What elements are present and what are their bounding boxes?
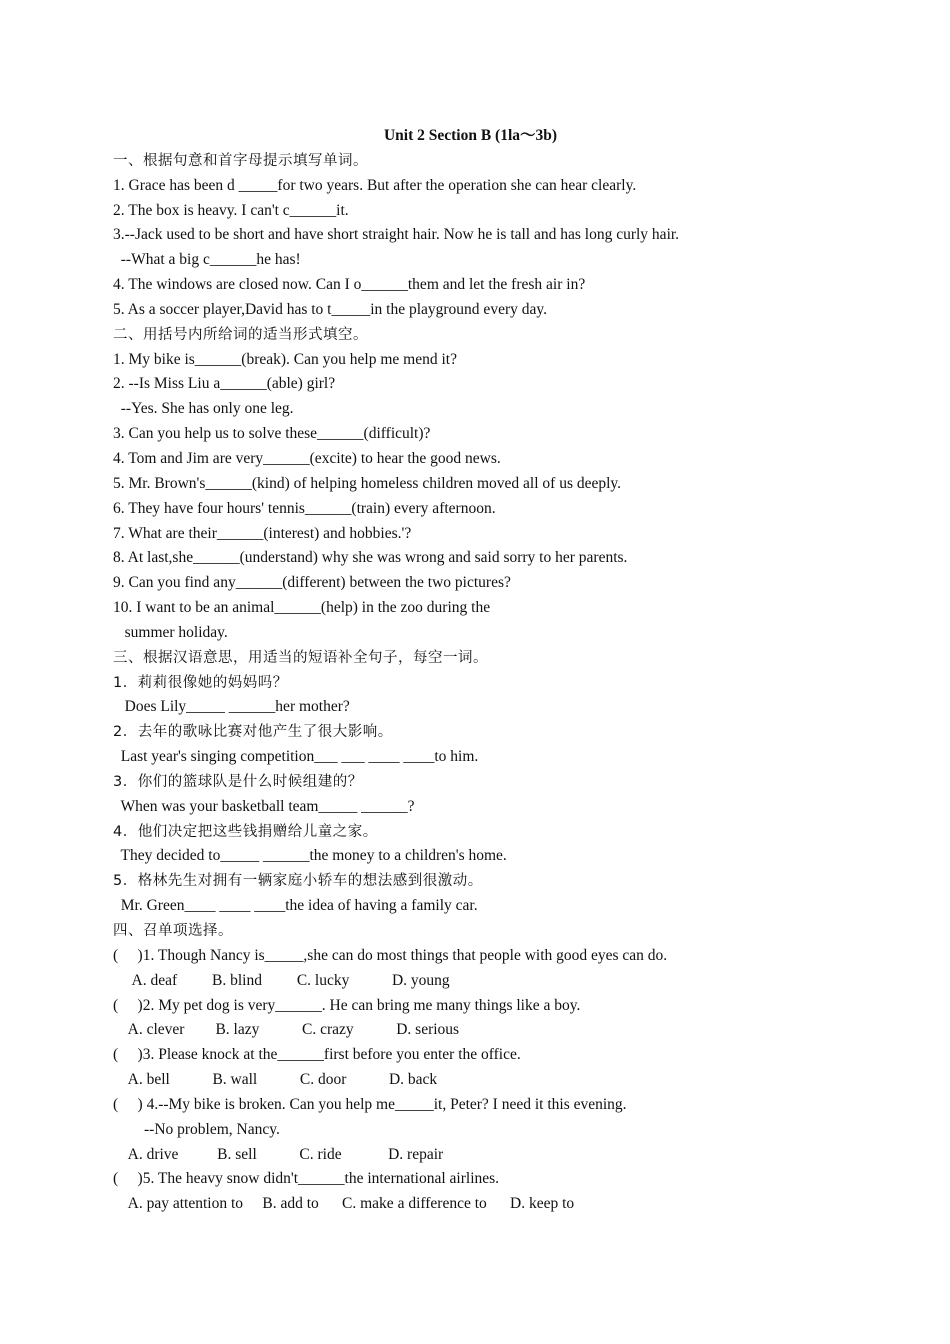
section-3-english-sentence: Mr. Green____ ____ ____the idea of having a family car. (113, 897, 478, 915)
mc-options: A. deaf B. blind C. lucky D. young (113, 971, 450, 989)
section-1-heading: 一、根据句意和首字母提示填写单词。 (113, 152, 368, 169)
mc-question: ( )2. My pet dog is very______. He can bring me many things like a boy. (113, 996, 581, 1014)
section-3-english-sentence: Does Lily_____ ______her mother? (113, 698, 350, 716)
section-1-line: 3.--Jack used to be short and have short straight hair. Now he is tall and has long curly hair. (113, 226, 680, 244)
section-1-line: --What a big c______he has! (113, 251, 301, 269)
section-2-line: 7. What are their______(interest) and hobbies.'? (113, 524, 412, 542)
section-1-line: 4. The windows are closed now. Can I o______them and let the fresh air in? (113, 276, 586, 294)
mc-question: ( )5. The heavy snow didn't______the international airlines. (113, 1170, 500, 1188)
section-2-line: 1. My bike is______(break). Can you help me mend it? (113, 350, 457, 368)
worksheet-page (113, 124, 853, 1217)
section-1-line: 1. Grace has been d _____for two years. But after the operation she can hear clearly. (113, 176, 637, 194)
section-2-line: 6. They have four hours' tennis______(train) every afternoon. (113, 499, 496, 517)
mc-question: ( )1. Though Nancy is_____,she can do most things that people with good eyes can do. (113, 946, 668, 964)
page-title: Unit 2 Section B (1la～3b) (383, 127, 558, 144)
section-2-line: 3. Can you help us to solve these______(difficult)? (113, 425, 431, 443)
section-2-line: 10. I want to be an animal______(help) in the zoo during the (113, 599, 491, 617)
section-2-line: summer holiday. (113, 623, 228, 641)
section-3-english-sentence: When was your basketball team_____ ______? (113, 797, 415, 815)
section-3-english-sentence: Last year's singing competition___ ___ ____ ____to him. (113, 748, 479, 766)
section-3-heading: 三、根据汉语意思，用适当的短语补全句子，每空一词。 (113, 649, 488, 666)
section-2-line: 9. Can you find any______(different) between the two pictures? (113, 574, 511, 592)
section-2-heading: 二、用括号内所给词的适当形式填空。 (113, 326, 368, 343)
section-2-line: 4. Tom and Jim are very______(excite) to hear the good news. (113, 449, 501, 467)
section-3-chinese-prompt: 3．你们的篮球队是什么时候组建的？ (113, 773, 363, 790)
section-4-heading: 四、召单项选择。 (113, 923, 233, 939)
mc-question: ( )3. Please knock at the______first before you enter the office. (113, 1046, 521, 1064)
section-3-english-sentence: They decided to_____ ______the money to a children's home. (113, 847, 507, 865)
section-1-line: 5. As a soccer player,David has to t_____in the playground every day. (113, 300, 547, 318)
section-3-chinese-prompt: 4．他们决定把这些钱捐赠给儿童之家。 (113, 823, 378, 840)
section-2-line: 8. At last,she______(understand) why she was wrong and said sorry to her parents. (113, 549, 628, 567)
mc-options: A. pay attention to B. add to C. make a difference to D. keep to (113, 1195, 575, 1213)
section-2-line: 5. Mr. Brown's______(kind) of helping homeless children moved all of us deeply. (113, 474, 622, 492)
section-3-chinese-prompt: 2．去年的歌咏比赛对他产生了很大影响。 (113, 724, 393, 741)
mc-options: A. bell B. wall C. door D. back (113, 1071, 438, 1089)
mc-question-dialogue: --No problem, Nancy. (113, 1120, 280, 1138)
section-2-line: --Yes. She has only one leg. (113, 400, 294, 418)
section-3-chinese-prompt: 5．格林先生对拥有一辆家庭小轿车的想法感到很激动。 (113, 873, 483, 890)
mc-question: ( ) 4.--My bike is broken. Can you help me_____it, Peter? I need it this evening. (113, 1095, 627, 1113)
section-3-chinese-prompt: 1．莉莉很像她的妈妈吗？ (113, 674, 288, 691)
mc-options: A. clever B. lazy C. crazy D. serious (113, 1021, 460, 1039)
section-1-line: 2. The box is heavy. I can't c______it. (113, 201, 349, 219)
mc-options: A. drive B. sell C. ride D. repair (113, 1145, 444, 1163)
section-2-line: 2. --Is Miss Liu a______(able) girl? (113, 375, 336, 393)
